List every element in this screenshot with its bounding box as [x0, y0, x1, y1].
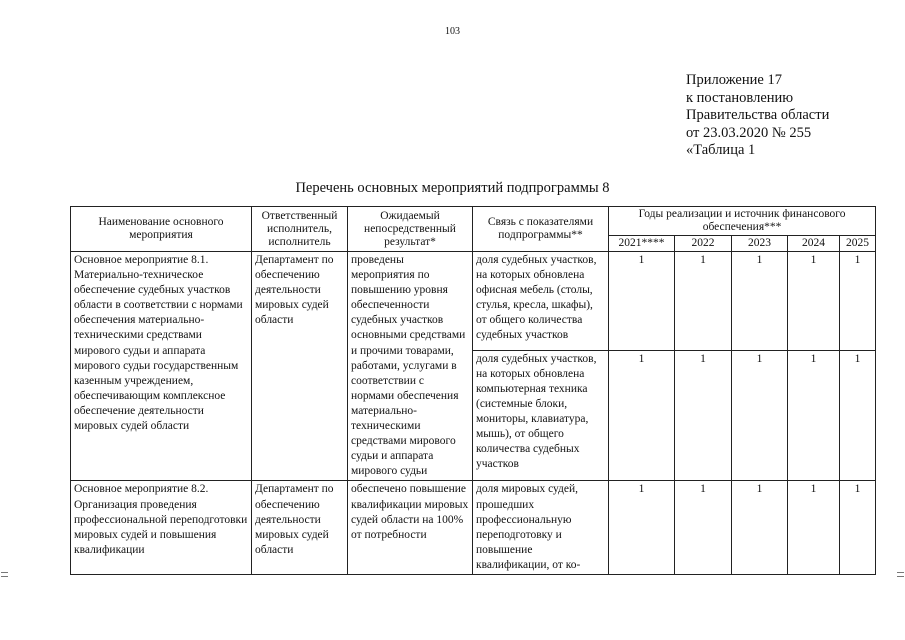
document-title: Перечень основных мероприятий подпрограммы 8	[295, 180, 610, 196]
header-result: Ожидаемый непосредственный результат*	[348, 207, 473, 252]
header-years-group: Годы реализации и источник финансового обеспечения***	[609, 207, 876, 236]
indicator-value: 1	[732, 350, 788, 481]
header-name: Наименование основного мероприятия	[71, 207, 252, 252]
header-year: 2025	[840, 236, 876, 252]
table-row	[71, 252, 876, 351]
indicator-value: 1	[609, 481, 675, 575]
indicator-value: 1	[609, 350, 675, 481]
page-number: 103	[445, 26, 460, 37]
header-row	[71, 207, 876, 236]
measure-name: Основное мероприятие 8.2. Организация проведения профессиональной переподготовки мировых судей и повышения квалификации	[71, 481, 252, 575]
header-year: 2021****	[609, 236, 675, 252]
indicator-value: 1	[840, 252, 876, 351]
appendix-line: от 23.03.2020 № 255	[686, 124, 812, 141]
header-year: 2023	[732, 236, 788, 252]
measure-executor: Департамент по обеспечению деятельности мировых судей области	[252, 481, 348, 575]
indicator-value: 1	[840, 481, 876, 575]
indicator-value: 1	[675, 350, 732, 481]
header-indicators: Связь с показателями подпрограммы**	[473, 207, 609, 252]
indicator-value: 1	[732, 252, 788, 351]
indicator-value: 1	[675, 252, 732, 351]
measures-table	[70, 206, 876, 575]
indicator-value: 1	[609, 252, 675, 351]
table-row	[71, 481, 876, 575]
indicator-value: 1	[732, 481, 788, 575]
measure-name: Основное мероприятие 8.1. Материально-техническое обеспечение судебных участков области в соответствии с нормами обеспечения материально-техническими средствами мирового судьи и аппарата мирового судьи государственным казенным учреждением, обеспечивающим комплексное обеспечение деятельности мировых судей области	[71, 252, 252, 481]
appendix-block	[686, 72, 829, 160]
appendix-line: Приложение 17	[686, 72, 782, 88]
scan-edge-mark	[1, 576, 8, 577]
indicator-value: 1	[788, 481, 840, 575]
scan-edge-mark	[897, 576, 904, 577]
header-executor: Ответственный исполнитель, исполнитель	[252, 207, 348, 252]
indicator-text: доля судебных участков, на которых обновлена офисная мебель (столы, стулья, кресла, шкафы), от общего количества судебных участков	[473, 252, 609, 351]
scan-edge-mark	[897, 572, 904, 573]
indicator-value: 1	[788, 350, 840, 481]
appendix-line: к постановлению	[686, 89, 794, 106]
header-year: 2024	[788, 236, 840, 252]
header-year: 2022	[675, 236, 732, 252]
measure-result: проведены мероприятия по повышению уровня обеспеченности судебных участков основными средствами и прочими товарами, работами, услугами в соответствии с нормами обеспечения материально-техническими средствами мирового судьи и аппарата мирового судьи	[348, 252, 473, 481]
indicator-value: 1	[675, 481, 732, 575]
indicator-text: доля судебных участков, на которых обновлена компьютерная техника (системные блоки, мониторы, клавиатура, мышь), от общего количества судебных участков	[473, 350, 609, 481]
indicator-value: 1	[788, 252, 840, 351]
appendix-line: «Таблица 1	[686, 142, 756, 158]
indicator-text: доля мировых судей, прошедших профессиональную переподготовку и повышение квалификации, от ко-	[473, 481, 609, 575]
appendix-line: Правительства области	[686, 107, 830, 123]
measure-executor: Департамент по обеспечению деятельности мировых судей области	[252, 252, 348, 481]
scan-edge-mark	[1, 572, 8, 573]
measure-result: обеспечено повышение квалификации мировых судей области на 100% от потребности	[348, 481, 473, 575]
indicator-value: 1	[840, 350, 876, 481]
